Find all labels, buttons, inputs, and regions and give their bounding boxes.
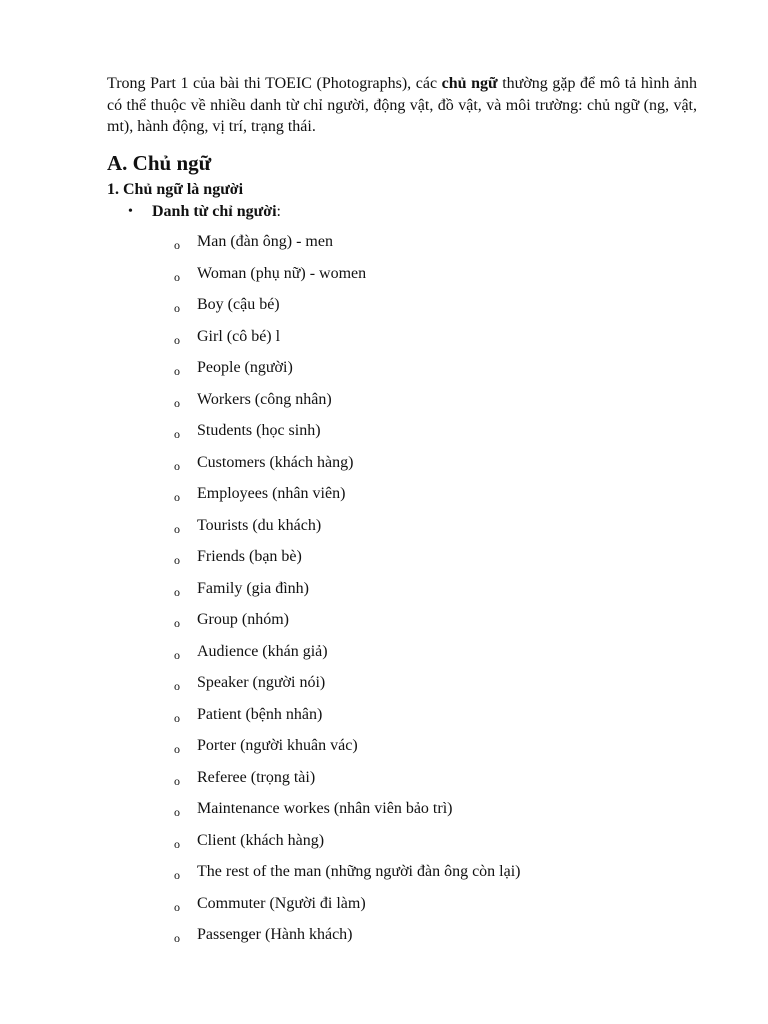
list-item-text: Friends (bạn bè) bbox=[197, 548, 302, 565]
circle-bullet-icon: o bbox=[174, 395, 180, 410]
circle-bullet-icon: o bbox=[174, 931, 180, 945]
list-item-text: Maintenance workes (nhân viên bảo trì) bbox=[197, 800, 453, 817]
circle-bullet-icon: o bbox=[174, 679, 180, 693]
list-item-text: Patient (bệnh nhân) bbox=[197, 705, 323, 723]
circle-bullet-icon: o bbox=[174, 238, 180, 252]
subsection-heading-1: 1. Chủ ngữ là người bbox=[107, 181, 244, 198]
section-heading-a: A. Chủ ngữ bbox=[107, 151, 212, 175]
circle-bullet-icon: o bbox=[174, 836, 180, 851]
circle-bullet-icon: o bbox=[174, 805, 180, 819]
list-item-text: The rest of the man (những người đàn ông còn lại) bbox=[197, 863, 521, 880]
circle-bullet-icon: o bbox=[174, 899, 180, 914]
list-item-text: People (người) bbox=[197, 359, 293, 376]
circle-bullet-icon: o bbox=[174, 490, 180, 504]
circle-bullet-icon: o bbox=[174, 301, 180, 315]
bullet-label-wrapper bbox=[152, 202, 281, 222]
list-item-text: Tourists (du khách) bbox=[197, 516, 322, 534]
intro-text-end: thường gặp để mô tả hình ảnh có thể thuộc về nhiều danh từ chỉ người, động vật, đồ vật, và môi trường: chủ ngữ (ng, vật, mt), hành động, vị trí, trạng thái. bbox=[107, 75, 697, 135]
circle-bullet-icon: o bbox=[174, 521, 180, 536]
circle-bullet-icon: o bbox=[174, 427, 180, 441]
list-item-text: Group (nhóm) bbox=[197, 611, 289, 628]
list-item-text: Students (học sinh) bbox=[197, 422, 321, 439]
list-item-text: Girl (cô bé) l bbox=[197, 327, 281, 345]
list-item-text: Customers (khách hàng) bbox=[197, 453, 354, 471]
list-item-text: Porter (người khuân vác) bbox=[197, 737, 358, 754]
circle-bullet-icon: o bbox=[174, 742, 180, 756]
list-item-text: Woman (phụ nữ) - women bbox=[197, 264, 367, 282]
circle-bullet-icon: o bbox=[174, 269, 180, 284]
circle-bullet-icon: o bbox=[174, 332, 180, 347]
list-item-text: Speaker (người nói) bbox=[197, 674, 326, 691]
circle-bullet-icon: o bbox=[174, 458, 180, 473]
intro-text-start: Trong Part 1 của bài thi TOEIC (Photographs), các bbox=[107, 75, 442, 92]
bullet-dot-icon: • bbox=[128, 204, 133, 219]
list-item-text: Passenger (Hành khách) bbox=[197, 926, 353, 943]
circle-bullet-icon: o bbox=[174, 364, 180, 378]
circle-bullet-icon: o bbox=[174, 616, 180, 630]
intro-bold-term: chủ ngữ bbox=[441, 75, 498, 92]
circle-bullet-icon: o bbox=[174, 710, 180, 725]
list-item-text: Family (gia đình) bbox=[197, 579, 309, 597]
circle-bullet-icon: o bbox=[174, 647, 180, 662]
list-item-text: Man (đàn ông) - men bbox=[197, 233, 333, 250]
list-item-text: Workers (công nhân) bbox=[197, 390, 332, 408]
circle-bullet-icon: o bbox=[174, 553, 180, 567]
list-item-text: Audience (khán giả) bbox=[197, 642, 328, 660]
circle-bullet-icon: o bbox=[174, 584, 180, 599]
bullet-colon: : bbox=[276, 203, 281, 220]
circle-bullet-icon: o bbox=[174, 868, 180, 882]
list-item-text: Client (khách hàng) bbox=[197, 831, 325, 849]
circle-bullet-icon: o bbox=[174, 773, 180, 788]
intro-paragraph bbox=[107, 73, 697, 138]
list-item-text: Commuter (Người đi làm) bbox=[197, 894, 366, 912]
bullet-label: Danh từ chỉ người bbox=[152, 203, 277, 220]
list-item-text: Employees (nhân viên) bbox=[197, 485, 346, 502]
list-item-text: Boy (cậu bé) bbox=[197, 296, 280, 313]
list-item-text: Referee (trọng tài) bbox=[197, 768, 316, 786]
